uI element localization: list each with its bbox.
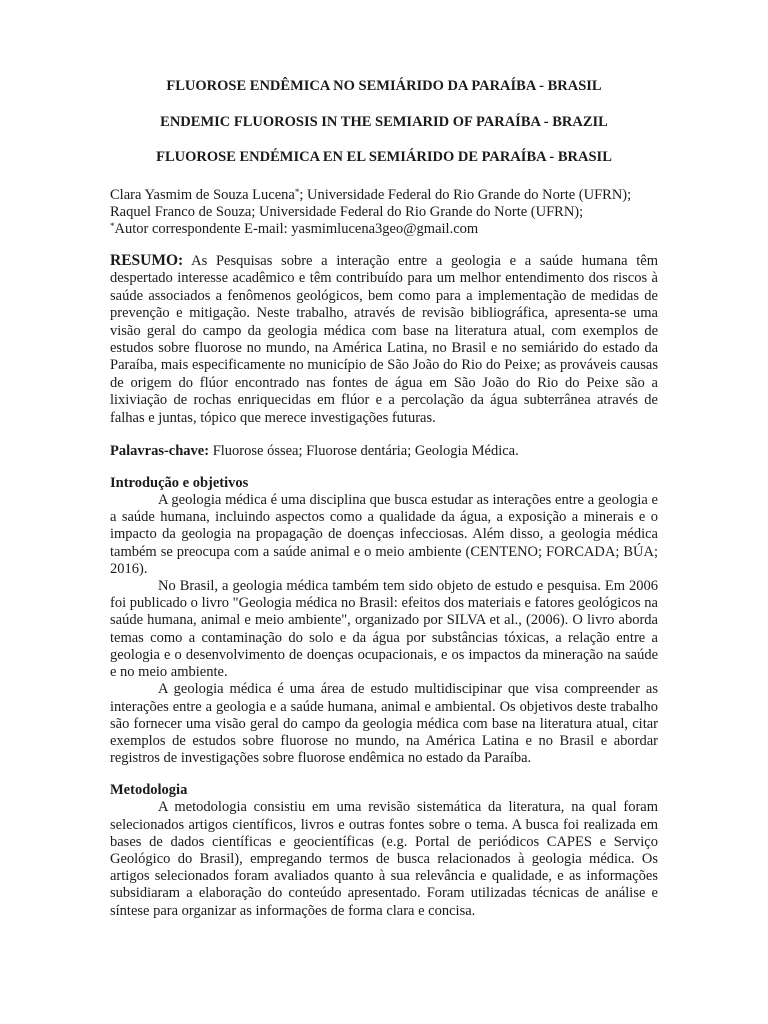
paragraph: A geologia médica é uma disciplina que busca estudar as interações entre a geologia e a saúde humana, incluindo aspectos como a qualidade da água, a exposição a minerais e o impacto da geologia na propagação de doenças infecciosas. Além disso, a geologia médica também se preocupa com a saúde animal e o meio ambiente (CENTENO; FORCADA; BÚA; 2016). [110,492,658,577]
author-affiliation: ; Universidade Federal do Rio Grande do Norte (UFRN); [299,187,632,203]
abstract [110,252,658,427]
section-heading: Metodologia [110,782,188,799]
abstract-label: RESUMO: [110,252,184,269]
keywords [110,443,658,460]
author-line-3 [110,221,658,238]
abstract-text: As Pesquisas sobre a interação entre a geologia e a saúde humana têm despertado interesse acadêmico e têm contribuído para um melhor entendimento dos riscos à saúde associados a fenômenos geológicos, bem como para a implementação de medidas de prevenção e mitigação. Neste trabalho, através de revisão bibliográfica, apresenta-se uma visão geral do campo da geologia médica com base na literatura atual, com exemplos de estudos sobre fluorose no mundo, na América Latina, no Brasil e no semiárido do estado da Paraíba, mais especificamente no município de São João do Rio do Peixe; as prováveis causas de origem do flúor encontrado nas fontes de água em São João do Rio do Peixe são a lixiviação de rochas enriquecidas em flúor e a percolação da água subterrânea através de falhas e juntas, tópico que merece investigações futuras. [110,253,659,426]
section-methodology [110,782,658,919]
author-name: Clara Yasmim de Souza Lucena [110,187,295,203]
author-line-2: Raquel Franco de Souza; Universidade Federal do Rio Grande do Norte (UFRN); [110,204,584,220]
author-block [110,187,658,238]
corresponding-mark-note: * [110,221,115,231]
section-introduction [110,475,658,767]
title-spanish: FLUOROSE ENDÉMICA EN EL SEMIÁRIDO DE PARAÍBA - BRASIL [156,149,612,165]
corresponding-mark: * [294,187,300,197]
keywords-label: Palavras-chave: [110,443,210,460]
title-english: ENDEMIC FLUOROSIS IN THE SEMIARID OF PARAÍBA - BRAZIL [160,113,608,130]
title-portuguese: FLUOROSE ENDÊMICA NO SEMIÁRIDO DA PARAÍBA - BRASIL [166,78,602,94]
corresponding-email: Autor correspondente E-mail: yasmimlucena3geo@gmail.com [114,221,479,237]
paragraph: No Brasil, a geologia médica também tem sido objeto de estudo e pesquisa. Em 2006 foi publicado o livro "Geologia médica no Brasil: efeitos dos materiais e fatores geológicos na saúde humana, animal e meio ambiente", organizado por SILVA et al., (2006). O livro aborda temas como a contaminação do solo e da água por substâncias tóxicas, a relação entre a geologia e o desenvolvimento de doenças ocupacionais, e os impactos da mineração na saúde e no meio ambiente. [110,578,658,681]
author-line-1 [110,187,658,204]
section-heading: Introdução e objetivos [110,475,249,492]
keywords-text: Fluorose óssea; Fluorose dentária; Geologia Médica. [212,443,519,460]
paragraph: A geologia médica é uma área de estudo multidiscipinar que visa compreender as interações entre a geologia e a saúde humana, animal e ambiental. Os objetivos deste trabalho são fornecer uma visão geral do campo da geologia médica com base na literatura atual, citar exemplos de estudos sobre fluorose no mundo, na América Latina e no Brasil e abordar registros de investigações sobre fluorose endêmica no estado da Paraíba. [110,681,658,767]
paragraph: A metodologia consistiu em uma revisão sistemática da literatura, na qual foram selecionados artigos científicos, livros e outras fontes sobre o tema. A busca foi realizada em bases de dados científicas e geocientíficas (e.g. Portal de periódicos CAPES e Serviço Geológico do Brasil), empregando termos de busca relacionados à geologia médica. Os artigos selecionados foram avaliados quanto à sua relevância e qualidade, e as informações subsidiaram a elaboração do conteúdo apresentado. Foram utilizadas técnicas de análise e síntese para organizar as informações de forma clara e concisa. [110,799,658,919]
paper-page [110,78,658,920]
